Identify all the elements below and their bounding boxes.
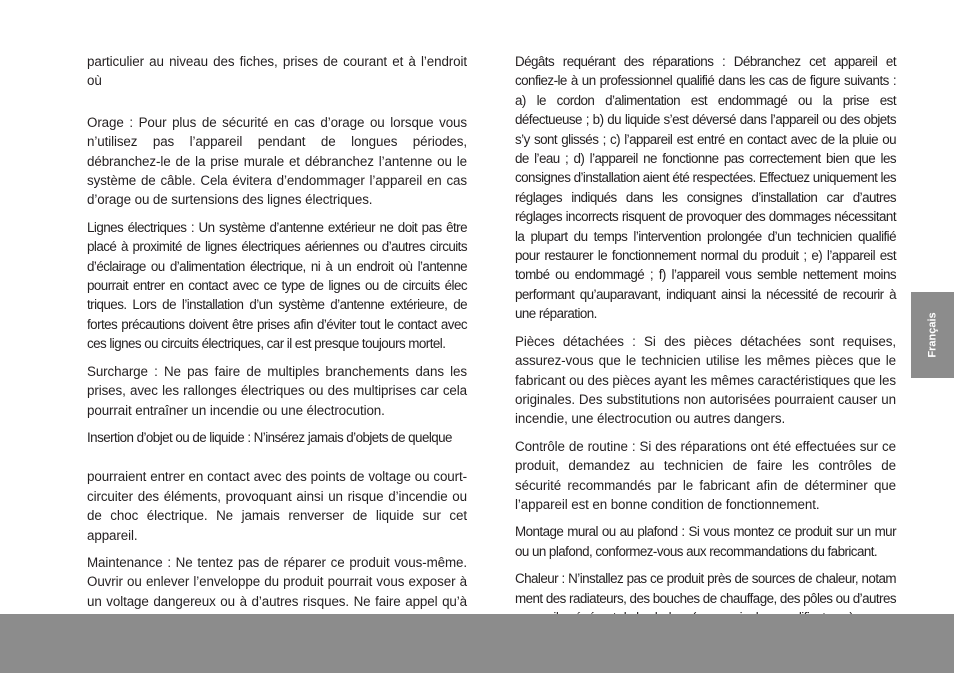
language-tab-label: Français	[926, 312, 939, 358]
right-column	[515, 52, 896, 635]
maintenance-paragraph: Maintenance : Ne tentez pas de réparer ce produit vous-même. Ouvrir ou enlever l’enveloppe du produit pourrait vous exposer à un voltage dangereux ou à d’autres risques. Ne faire appel qu’à	[87, 554, 467, 609]
footer-bar	[0, 614, 954, 673]
language-tab	[911, 292, 954, 378]
insertion-paragraph: Insertion d’objet ou de liquide : N’insérez jamais d’objets de quelque	[87, 429, 452, 445]
degats-paragraph: Dégâts requérant des réparations : Débranchez cet appareil et confiez-le à un professionnel qualifié dans les cas de figure suivants : a) le cordon d’alimentation est endommagé ou la prise est défectueuse ; b) du liquide s’est déversé dans l’appareil ou des objets s’y sont glissés ; c) l’appareil est entré en contact avec de la pluie ou de l’eau ; d) l’appareil ne fonctionne pas correctement bien que les consignes d’installation aient été respectées. Effectuez uniquement les réglages indiqués dans les consignes d’installation car d’autres réglages incorrects risquent de provoquer des dommages nécessitant la plupart du temps l’intervention prolongée d’un technicien qualifié pour restaurer le fonctionnement normal du produit ; e) l’appareil est tombé ou endommagé ; f) l’appareil vous semble nettement moins performant qu’auparavant, indiquant ainsi la nécessité de recourir à une réparation.	[515, 54, 896, 322]
pieces-detachees-paragraph: Pièces détachées : Si des pièces détachées sont requises, assurez-vous que le technicien utilise les mêmes pièces que le fabricant ou des pièces ayant les mêmes caractéristiques que les originales. Des substitutions non autorisées pourraient causer un incendie, une électrocution ou autres dangers.	[515, 333, 896, 427]
left-column	[87, 52, 467, 639]
orage-paragraph: Orage : Pour plus de sécurité en cas d’orage ou lorsque vous n’utilisez pas l’appareil pendant de longues périodes, débranchez-le de la prise murale et débranchez l’antenne ou le système de câble. Cela évitera d’endommager l’appareil en cas d’orage ou de surtensions des lignes électriques.	[87, 114, 467, 208]
chaleur-paragraph: Chaleur : N’installez pas ce produit près de sources de chaleur, notam ment des radiateurs, des bouches de chauffage, des pôles ou d’autres	[515, 571, 896, 606]
montage-paragraph: Montage mural ou au plafond : Si vous montez ce produit sur un mur ou un plafond, conformez-vous aux recommandations du fabricant.	[515, 524, 896, 559]
lignes-electriques-paragraph: Lignes électriques : Un système d’antenne extérieur ne doit pas être placé à proximité de lignes électriques aériennes ou d’autres circuits d’éclairage ou d’alimentation électrique, ni à un endroit où l’antenne pourrait entrer en contact avec ce type de lignes ou de circuits élec triques. Lors de l’installation d’un système d’antenne extérieure, de fortes précautions doivent être prises afin d’éviter tout le contact avec ces lignes ou circuits électriques, car il est presque toujours mortel.	[87, 219, 467, 352]
controle-routine-paragraph: Contrôle de routine : Si des réparations ont été effectuées sur ce produit, demandez au technicien de faire les contrôles de sécurité recommandés par le fabricant afin de déterminer que l’appareil est en bonne condition de fonctionnement.	[515, 438, 896, 512]
fragment-paragraph: particulier au niveau des fiches, prises de courant et à l’endroit où	[87, 54, 467, 89]
insertion-continuation-paragraph: pourraient entrer en contact avec des points de voltage ou court-circuiter des éléments, provoquant ainsi un risque d’incendie ou de choc électrique. Ne jamais renverser de liquide sur cet appareil.	[87, 469, 467, 543]
surcharge-paragraph: Surcharge : Ne pas faire de multiples branchements dans les prises, avec les rallonges électriques ou des multiprises car cela pourrait entraîner un incendie ou une électrocution.	[87, 363, 467, 418]
